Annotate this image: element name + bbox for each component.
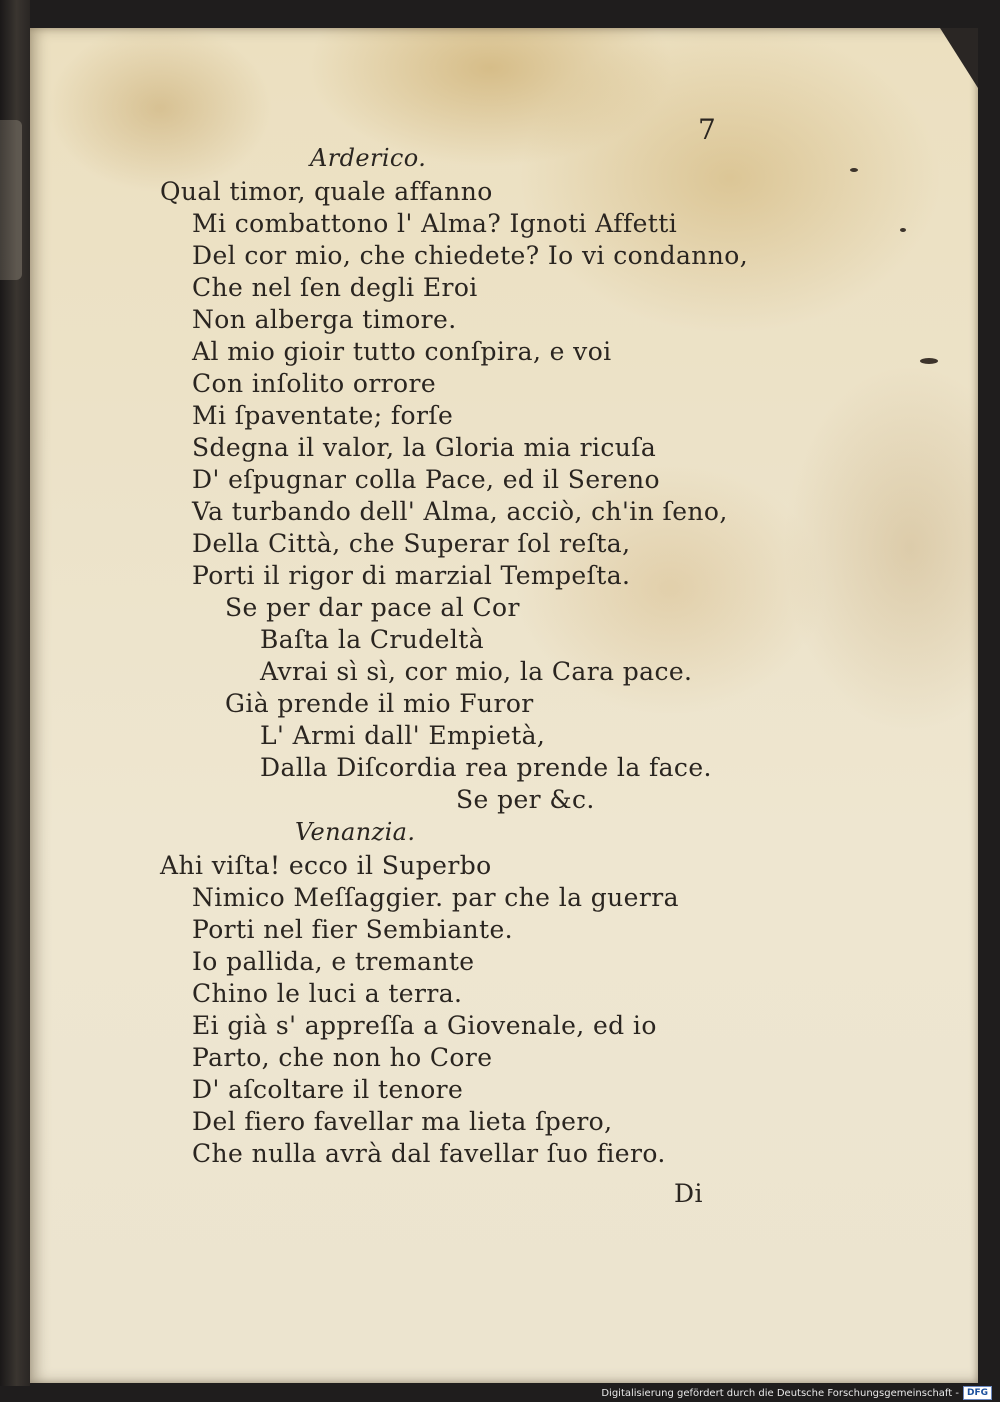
verse-line: Ahi viſta! ecco il Superbo <box>160 851 492 880</box>
verse-line: Che nel ſen degli Eroi <box>192 273 478 302</box>
verse-line: Mi ſpaventate; forſe <box>192 401 454 430</box>
digitization-credit <box>601 1386 992 1400</box>
book-page <box>30 28 978 1383</box>
verse-line: Chino le luci a terra. <box>192 979 463 1008</box>
catchword: Di <box>674 1179 703 1208</box>
verse-line: Parto, che non ho Core <box>192 1043 493 1072</box>
aria-line: Avrai sì sì, cor mio, la Cara pace. <box>260 657 693 686</box>
dfg-logo: DFG <box>963 1386 992 1400</box>
aria-line: L' Armi dall' Empietà, <box>260 721 546 750</box>
speaker-name: Venanzia. <box>295 818 416 846</box>
aria-line: Se per dar pace al Cor <box>225 593 520 622</box>
da-capo-line: Se per &c. <box>456 785 595 814</box>
page-number: 7 <box>698 113 717 146</box>
speaker-name: Arderico. <box>310 144 427 172</box>
verse-line: Nimico Meſſaggier. par che la guerra <box>192 883 679 912</box>
verse-line: Del fiero favellar ma lieta ſpero, <box>192 1107 613 1136</box>
verse-line: Porti il rigor di marzial Tempeſta. <box>192 561 631 590</box>
verse-line: Va turbando dell' Alma, acciò, ch'in ſeno, <box>192 497 728 526</box>
verse-line: Qual timor, quale affanno <box>160 177 493 206</box>
verse-line: Che nulla avrà dal favellar ſuo fiero. <box>192 1139 666 1168</box>
verse-line: Al mio gioir tutto conſpira, e voi <box>192 337 612 366</box>
binding-paper-edge <box>0 120 22 280</box>
verse-line: Del cor mio, che chiedete? Io vi condanno, <box>192 241 749 270</box>
verse-line: Non alberga timore. <box>192 305 457 334</box>
verse-line: Sdegna il valor, la Gloria mia ricuſa <box>192 433 657 462</box>
verse-line: Porti nel fier Sembiante. <box>192 915 513 944</box>
verse-line: Io pallida, e tremante <box>192 947 475 976</box>
verse-line: D' aſcoltare il tenore <box>192 1075 464 1104</box>
verse-line: Della Città, che Superar ſol reſta, <box>192 529 631 558</box>
verse-line: Mi combattono l' Alma? Ignoti Affetti <box>192 209 678 238</box>
verse-line: Con inſolito orrore <box>192 369 437 398</box>
aria-line: Baſta la Crudeltà <box>260 625 484 654</box>
credit-text: Digitalisierung gefördert durch die Deutsche Forschungsgemeinschaft - <box>601 1387 959 1399</box>
aria-line: Dalla Diſcordia rea prende la face. <box>260 753 712 782</box>
verse-line: Ei già s' appreſſa a Giovenale, ed io <box>192 1011 657 1040</box>
page-text <box>30 28 978 1383</box>
verse-line: D' eſpugnar colla Pace, ed il Sereno <box>192 465 661 494</box>
book-binding <box>0 0 30 1386</box>
aria-line: Già prende il mio Furor <box>225 689 534 718</box>
